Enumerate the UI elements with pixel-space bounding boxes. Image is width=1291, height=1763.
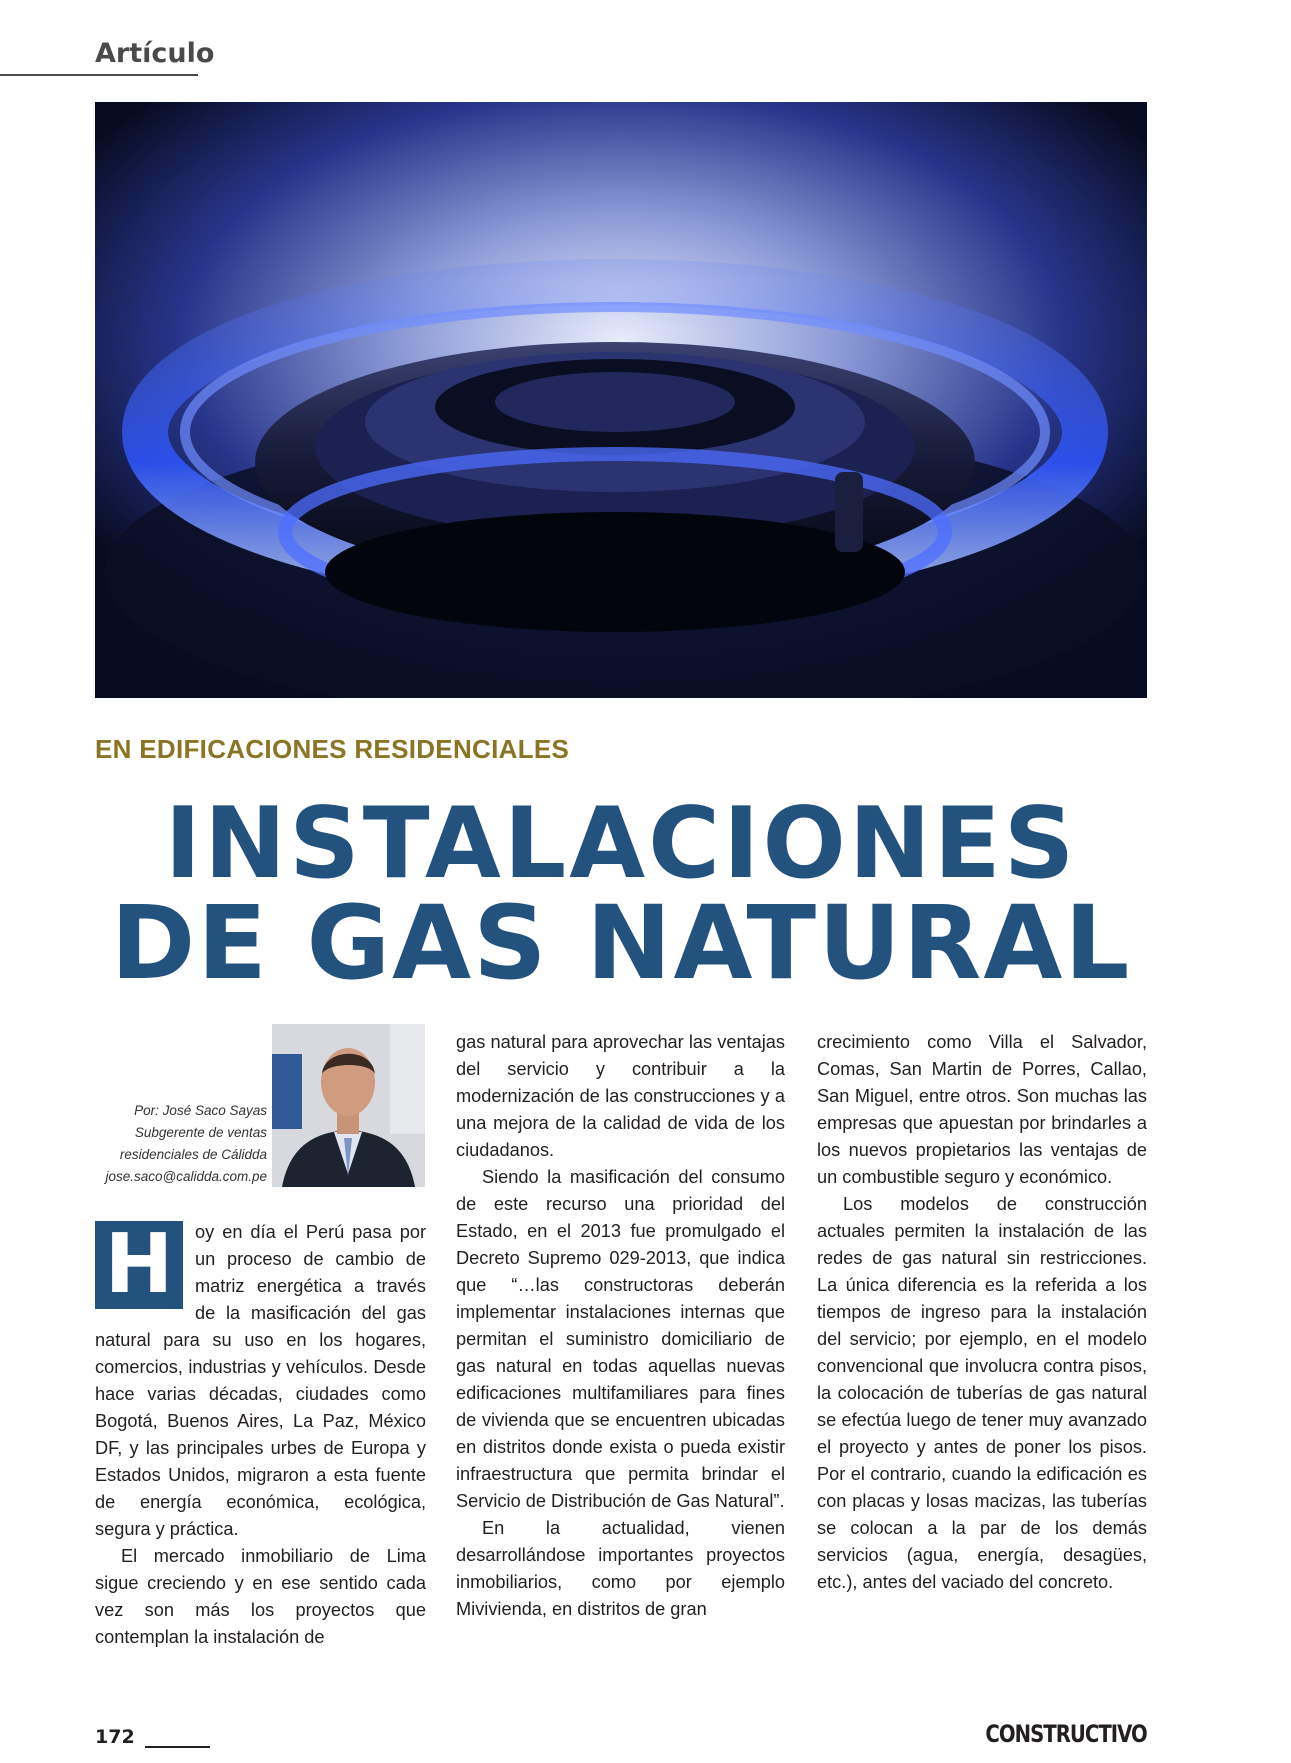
section-label: Artículo	[95, 38, 215, 69]
article-paragraph: En la actualidad, vienen desarrollándose importantes proyectos inmobiliarios, como por ejemplo Mivivienda, en distritos de gran	[456, 1518, 785, 1619]
article-paragraph: gas natural para aprovechar las ventajas del servicio y contribuir a la modernización de las construcciones y a una mejora de la calidad de vida de los ciudadanos.	[456, 1032, 785, 1160]
article-paragraph: El mercado inmobiliario de Lima sigue creciendo y en ese sentido cada vez son más los proyectos que contemplan la instalación de	[95, 1546, 426, 1647]
drop-cap: H	[95, 1221, 183, 1309]
article-column-3	[817, 1029, 1147, 1596]
author-photo	[272, 1024, 425, 1187]
article-paragraph: crecimiento como Villa el Salvador, Comas, San Martin de Porres, Callao, San Miguel, entre otros. Son muchas las empresas que apuestan por brindarles a los nuevos propietarios las ventajas de un combustible seguro y económico.	[817, 1032, 1147, 1187]
article-title-line2: DE GAS NATURAL	[110, 884, 1132, 1003]
magazine-brand: CONSTRUCTIVO	[985, 1720, 1147, 1748]
article-title-line1: INSTALACIONES	[164, 787, 1078, 901]
paragraph-text: oy en día el Perú pasa por un proceso de cambio de matriz energética a través de la masificación del gas natural para su uso en los hogares, comercios, industrias y vehículos. Desde hace varias décadas, ciudades como Bogotá, Buenos Aires, La Paz, México DF, y las principales urbes de Europa y Estados Unidos, migraron a esta fuente de energía económica, ecológica, segura y práctica.	[95, 1222, 426, 1539]
article-paragraph: Siendo la masificación del consumo de este recurso una prioridad del Estado, en el 2013 fue promulgado el Decreto Supremo 029-2013, que indica que “…las constructoras deberán implementar instalaciones internas que permitan el suministro domiciliario de gas natural en todas aquellas nuevas edificaciones multifamiliares para fines de vivienda que se encuentren ubicadas en distritos donde exista o pueda existir infraestructura que permita brindar el Servicio de Distribución de Gas Natural”.	[456, 1167, 785, 1511]
article-column-2	[456, 1029, 785, 1623]
author-role-line1: Subgerente de ventas	[134, 1125, 267, 1140]
author-email: jose.saco@calidda.com.pe	[105, 1169, 267, 1184]
gas-burner-flame-icon	[95, 102, 1147, 698]
article-kicker: EN EDIFICACIONES RESIDENCIALES	[95, 734, 570, 764]
author-role-line2: residenciales de Cálidda	[119, 1147, 267, 1162]
author-name: Por: José Saco Sayas	[134, 1103, 267, 1118]
section-rule	[0, 74, 198, 76]
author-portrait-icon	[272, 1024, 425, 1187]
author-byline	[92, 1100, 267, 1188]
article-paragraph: Los modelos de construcción actuales permiten la instalación de las redes de gas natural sin restricciones. La única diferencia es la referida a los tiempos de ingreso para la instalación del servicio; por ejemplo, en el modelo convencional que involucra contra pisos, la colocación de tuberías de gas natural se efectúa luego de tener muy avanzado el proyecto y antes de poner los pisos. Por el contrario, cuando la edificación es con placas y losas macizas, las tuberías se colocan a la par de los demás servicios (agua, energía, desagües, etc.), antes del vaciado del concreto.	[817, 1194, 1147, 1592]
article-paragraph	[95, 1219, 426, 1543]
article-column-1	[95, 1219, 426, 1651]
hero-image	[95, 102, 1147, 698]
page-number-rule	[145, 1746, 210, 1748]
page-number: 172	[95, 1726, 135, 1748]
